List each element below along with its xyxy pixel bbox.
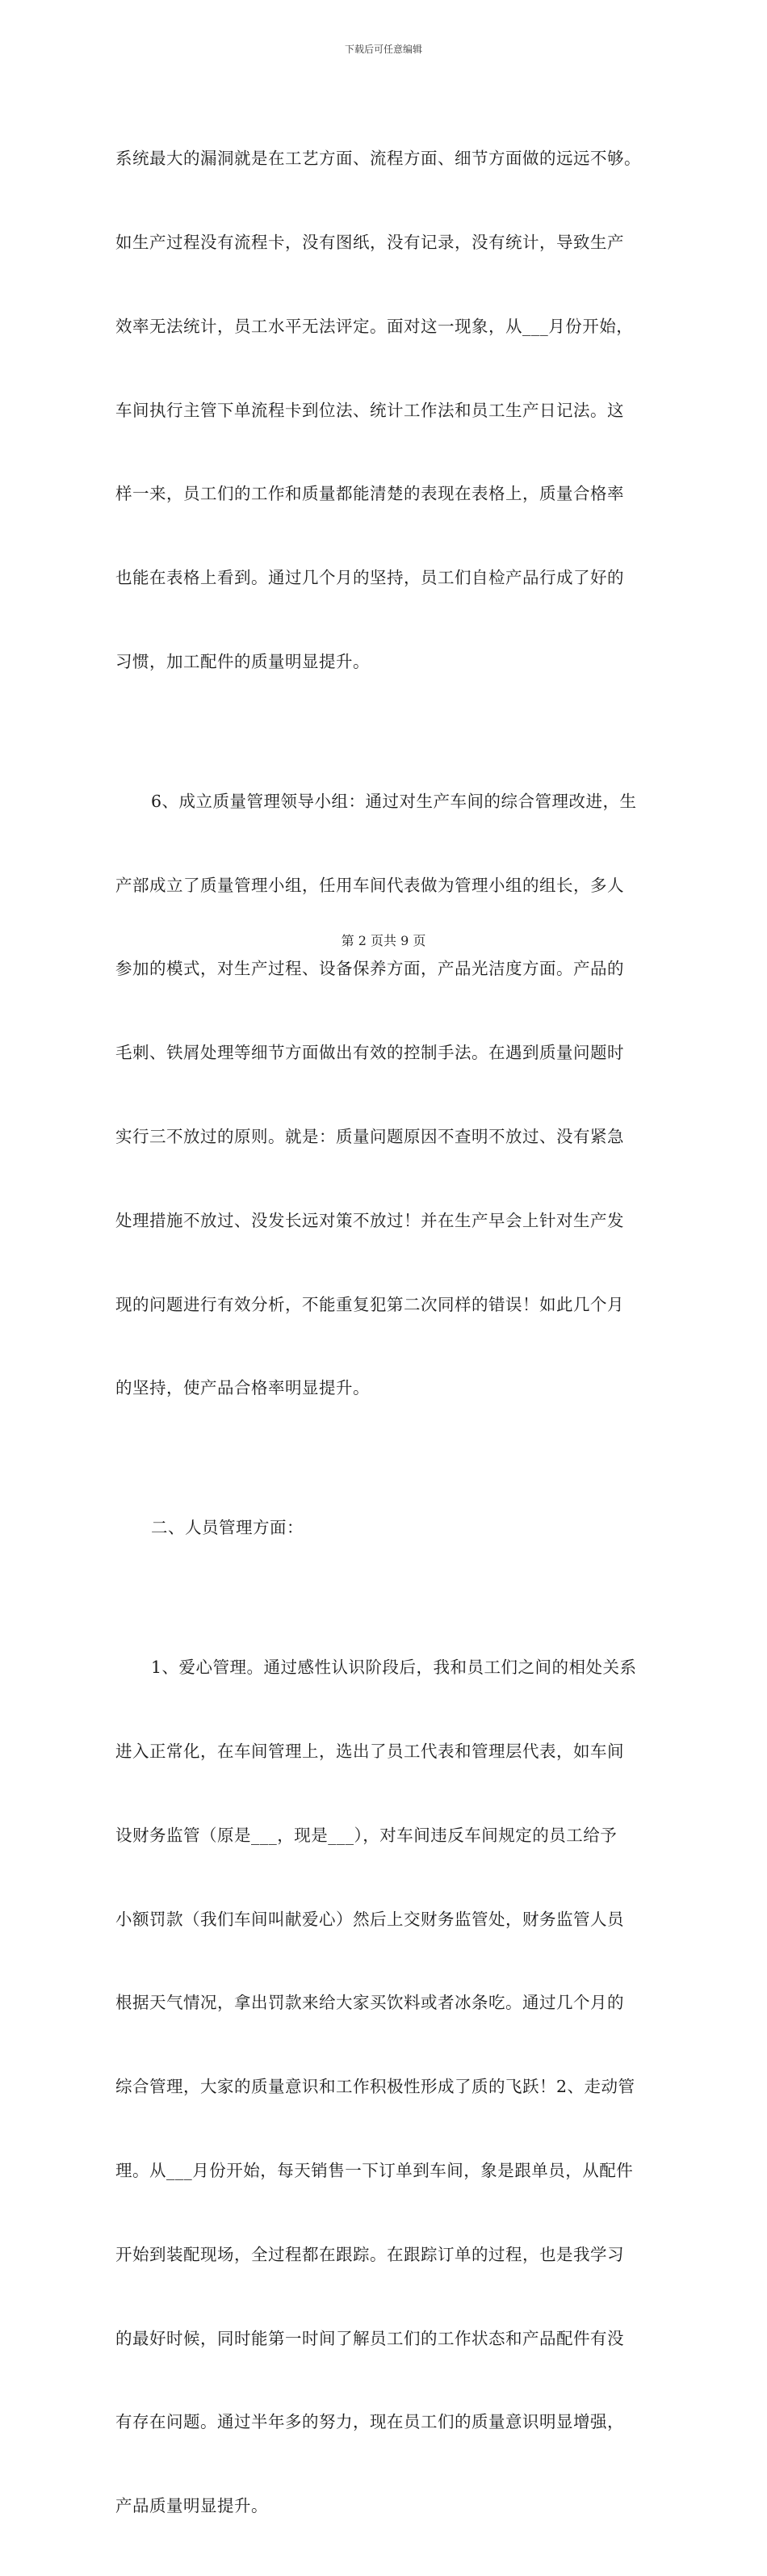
text-line: 如生产过程没有流程卡，没有图纸，没有记录，没有统计，导致生产: [115, 232, 624, 252]
text-line: 小额罚款（我们车间叫献爱心）然后上交财务监管处，财务监管人员: [115, 1909, 624, 1929]
text-line: 设财务监管（原是___，现是___），对车间违反车间规定的员工给予: [115, 1825, 618, 1845]
text-line: 实行三不放过的原则。就是：质量问题原因不查明不放过、没有紧急: [115, 1126, 624, 1146]
text-line: 理。从___月份开始，每天销售一下订单到车间，象是跟单员，从配件: [115, 2160, 634, 2180]
paragraph-workflow: [115, 89, 655, 732]
text-line: 也能在表格上看到。通过几个月的坚持，员工们自检产品行成了好的: [115, 568, 624, 588]
text-line: 综合管理，大家的质量意识和工作积极性形成了质的飞跃！2、走动管: [115, 2077, 635, 2097]
text-line: 现的问题进行有效分析，不能重复犯第二次同样的错误！如此几个月: [115, 1294, 624, 1314]
text-line: 的最好时候，同时能第一时间了解员工们的工作状态和产品配件有没: [115, 2328, 624, 2348]
section-heading-personnel: [115, 1458, 655, 1598]
text-line: 系统最大的漏洞就是在工艺方面、流程方面、细节方面做的远远不够。: [115, 149, 641, 169]
text-line: 二、人员管理方面：: [151, 1518, 304, 1538]
page-number: 第 2 页共 9 页: [341, 933, 426, 948]
text-line: 车间执行主管下单流程卡到位法、统计工作法和员工生产日记法。这: [115, 400, 624, 420]
text-line: 的坚持，使产品合格率明显提升。: [115, 1378, 370, 1398]
text-line: 有存在问题。通过半年多的努力，现在员工们的质量意识明显增强，: [115, 2412, 624, 2432]
text-line: 开始到装配现场，全过程都在跟踪。在跟踪订单的过程，也是我学习: [115, 2244, 624, 2264]
text-line: 6、成立质量管理领导小组：通过对生产车间的综合管理改进，生: [151, 791, 637, 811]
paragraph-quality-group: [115, 732, 655, 1458]
text-line: 样一来，员工们的工作和质量都能清楚的表现在表格上，质量合格率: [115, 484, 624, 504]
text-line: 产部成立了质量管理小组，任用车间代表做为管理小组的组长，多人: [115, 875, 624, 895]
text-line: 进入正常化，在车间管理上，选出了员工代表和管理层代表，如车间: [115, 1742, 624, 1762]
page-header: 下载后可任意编辑: [344, 44, 422, 55]
text-line: 根据天气情况，拿出罚款来给大家买饮料或者冰条吃。通过几个月的: [115, 1993, 624, 2013]
document-body: [115, 89, 655, 2576]
text-line: 产品质量明显提升。: [115, 2496, 268, 2516]
text-line: 习惯，加工配件的质量明显提升。: [115, 651, 370, 671]
text-line: 1、爱心管理。通过感性认识阶段后，我和员工们之间的相处关系: [151, 1658, 637, 1678]
text-line: 毛刺、铁屑处理等细节方面做出有效的控制手法。在遇到质量问题时: [115, 1043, 624, 1063]
paragraph-care-management: [115, 1598, 655, 2576]
text-line: 处理措施不放过、没发长远对策不放过！并在生产早会上针对生产发: [115, 1210, 624, 1230]
text-line: 参加的模式，对生产过程、设备保养方面，产品光洁度方面。产品的: [115, 959, 624, 979]
text-line: 效率无法统计，员工水平无法评定。面对这一现象，从___月份开始，: [115, 316, 634, 336]
